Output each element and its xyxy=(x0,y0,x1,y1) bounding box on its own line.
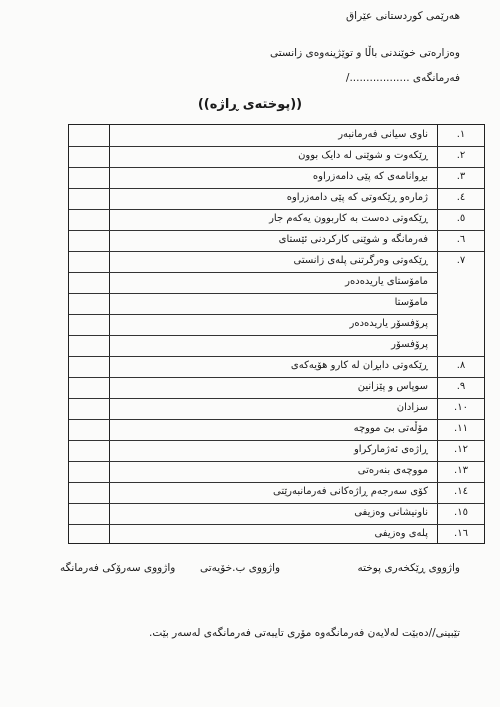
row-label: ژمارەو ڕێکەوتی کە پێی دامەزراوە xyxy=(286,191,428,203)
row-number: .١٤ xyxy=(454,485,468,497)
table-row xyxy=(69,314,484,335)
row-number: .١٥ xyxy=(454,506,468,518)
table-row xyxy=(69,230,484,251)
row-number: .٥ xyxy=(456,212,466,224)
row-divider xyxy=(69,461,484,462)
table-row xyxy=(69,335,484,356)
footnote: تێبینی//دەبێت لەلایەن فەرمانگەوە مۆری تایبەتی فەرمانگەی لەسەر بێت. xyxy=(149,627,460,639)
table-row xyxy=(69,167,484,188)
row-number: .١١ xyxy=(454,422,468,434)
row-label: ناونیشانی وەزیفی xyxy=(354,506,428,518)
row-label: مووچەی بنەرەتی xyxy=(357,464,428,476)
row-divider xyxy=(69,419,484,420)
table-row xyxy=(69,377,484,398)
row-label: پرۆفسۆر xyxy=(391,338,428,350)
table-row xyxy=(69,146,484,167)
row-label: مامۆستای یاریدەدەر xyxy=(345,275,428,287)
document-title: ((پوختەی ڕاژە)) xyxy=(197,97,303,112)
row-label: سزادان xyxy=(396,401,428,413)
row-label: بڕوانامەی کە پێی دامەزراوە xyxy=(312,170,428,182)
header-department: فەرمانگەی ................../ xyxy=(345,72,460,84)
row-label: ڕێکەوت و شوێنی لە دایک بوون xyxy=(298,149,428,161)
row-divider xyxy=(69,272,438,273)
table-row xyxy=(69,293,484,314)
service-summary-table xyxy=(68,124,485,544)
header-region: هەرێمی کوردستانی عێراق xyxy=(346,10,460,22)
row-number: .٢ xyxy=(456,149,466,161)
table-row xyxy=(69,398,484,419)
table-row xyxy=(69,356,484,377)
table-row xyxy=(69,125,484,146)
row-number: .٦ xyxy=(456,233,466,245)
row-label: ناوی سیانی فەرمانبەر xyxy=(338,128,428,140)
row-number: .٧ xyxy=(456,254,466,266)
row-label: ڕێکەوتی دابڕان لە کارو هۆیەکەی xyxy=(290,359,428,371)
signature-self: واژووی ب.خۆیەتی xyxy=(200,562,281,574)
row-label: پلەی وەزیفی xyxy=(374,527,428,539)
signature-preparer: واژووی ڕێکخەری پوختە xyxy=(357,562,460,574)
row-number: .١٣ xyxy=(454,464,468,476)
table-row xyxy=(69,461,484,482)
row-number: .٨ xyxy=(456,359,466,371)
row-label: ڕاژەی ئەژمارکراو xyxy=(353,443,428,455)
header-ministry: وەزارەتی خوێندنی باڵا و توێژینەوەی زانستی xyxy=(269,47,460,59)
row-number: .١٢ xyxy=(454,443,468,455)
row-divider xyxy=(69,503,484,504)
row-divider xyxy=(69,440,484,441)
row-divider xyxy=(69,524,484,525)
row-label: ڕێکەوتی دەست بە کاربوون یەکەم جار xyxy=(269,212,428,224)
row-divider xyxy=(69,356,484,357)
row-divider xyxy=(69,398,484,399)
row-label: ڕێکەوتی وەرگرتنی پلەی زانستی xyxy=(293,254,428,266)
table-row xyxy=(69,524,484,545)
row-number: .١ xyxy=(456,128,466,140)
row-divider xyxy=(69,188,484,189)
row-divider xyxy=(69,314,438,315)
table-row xyxy=(69,503,484,524)
table-row xyxy=(69,251,484,272)
table-row xyxy=(69,440,484,461)
row-label: فەرمانگە و شوێنی کارکردنی ئێستای xyxy=(278,233,428,245)
row-divider xyxy=(69,377,484,378)
row-label: کۆی سەرجەم ڕاژەکانی فەرمانبەرێتی xyxy=(273,485,428,497)
row-number: .٩ xyxy=(456,380,466,392)
table-row xyxy=(69,209,484,230)
table-row xyxy=(69,419,484,440)
row-number: .١٠ xyxy=(454,401,468,413)
row-divider xyxy=(69,335,438,336)
table-row xyxy=(69,188,484,209)
row-label: سوپاس و پێزانین xyxy=(357,380,428,392)
signature-director: واژووی سەرۆکی فەرمانگە xyxy=(60,562,176,574)
row-number: .١٦ xyxy=(454,527,468,539)
row-divider xyxy=(69,167,484,168)
row-label: مۆڵەتی بێ مووچە xyxy=(353,422,428,434)
row-divider xyxy=(69,230,484,231)
table-row xyxy=(69,482,484,503)
row-divider xyxy=(69,482,484,483)
row-label: مامۆستا xyxy=(394,296,428,308)
row-divider xyxy=(69,251,484,252)
row-number: .٣ xyxy=(456,170,466,182)
table-row xyxy=(69,272,484,293)
row-label: پرۆفسۆر یاریدەدەر xyxy=(349,317,428,329)
row-divider xyxy=(69,293,438,294)
row-divider xyxy=(69,146,484,147)
row-number: .٤ xyxy=(456,191,466,203)
row-divider xyxy=(69,209,484,210)
